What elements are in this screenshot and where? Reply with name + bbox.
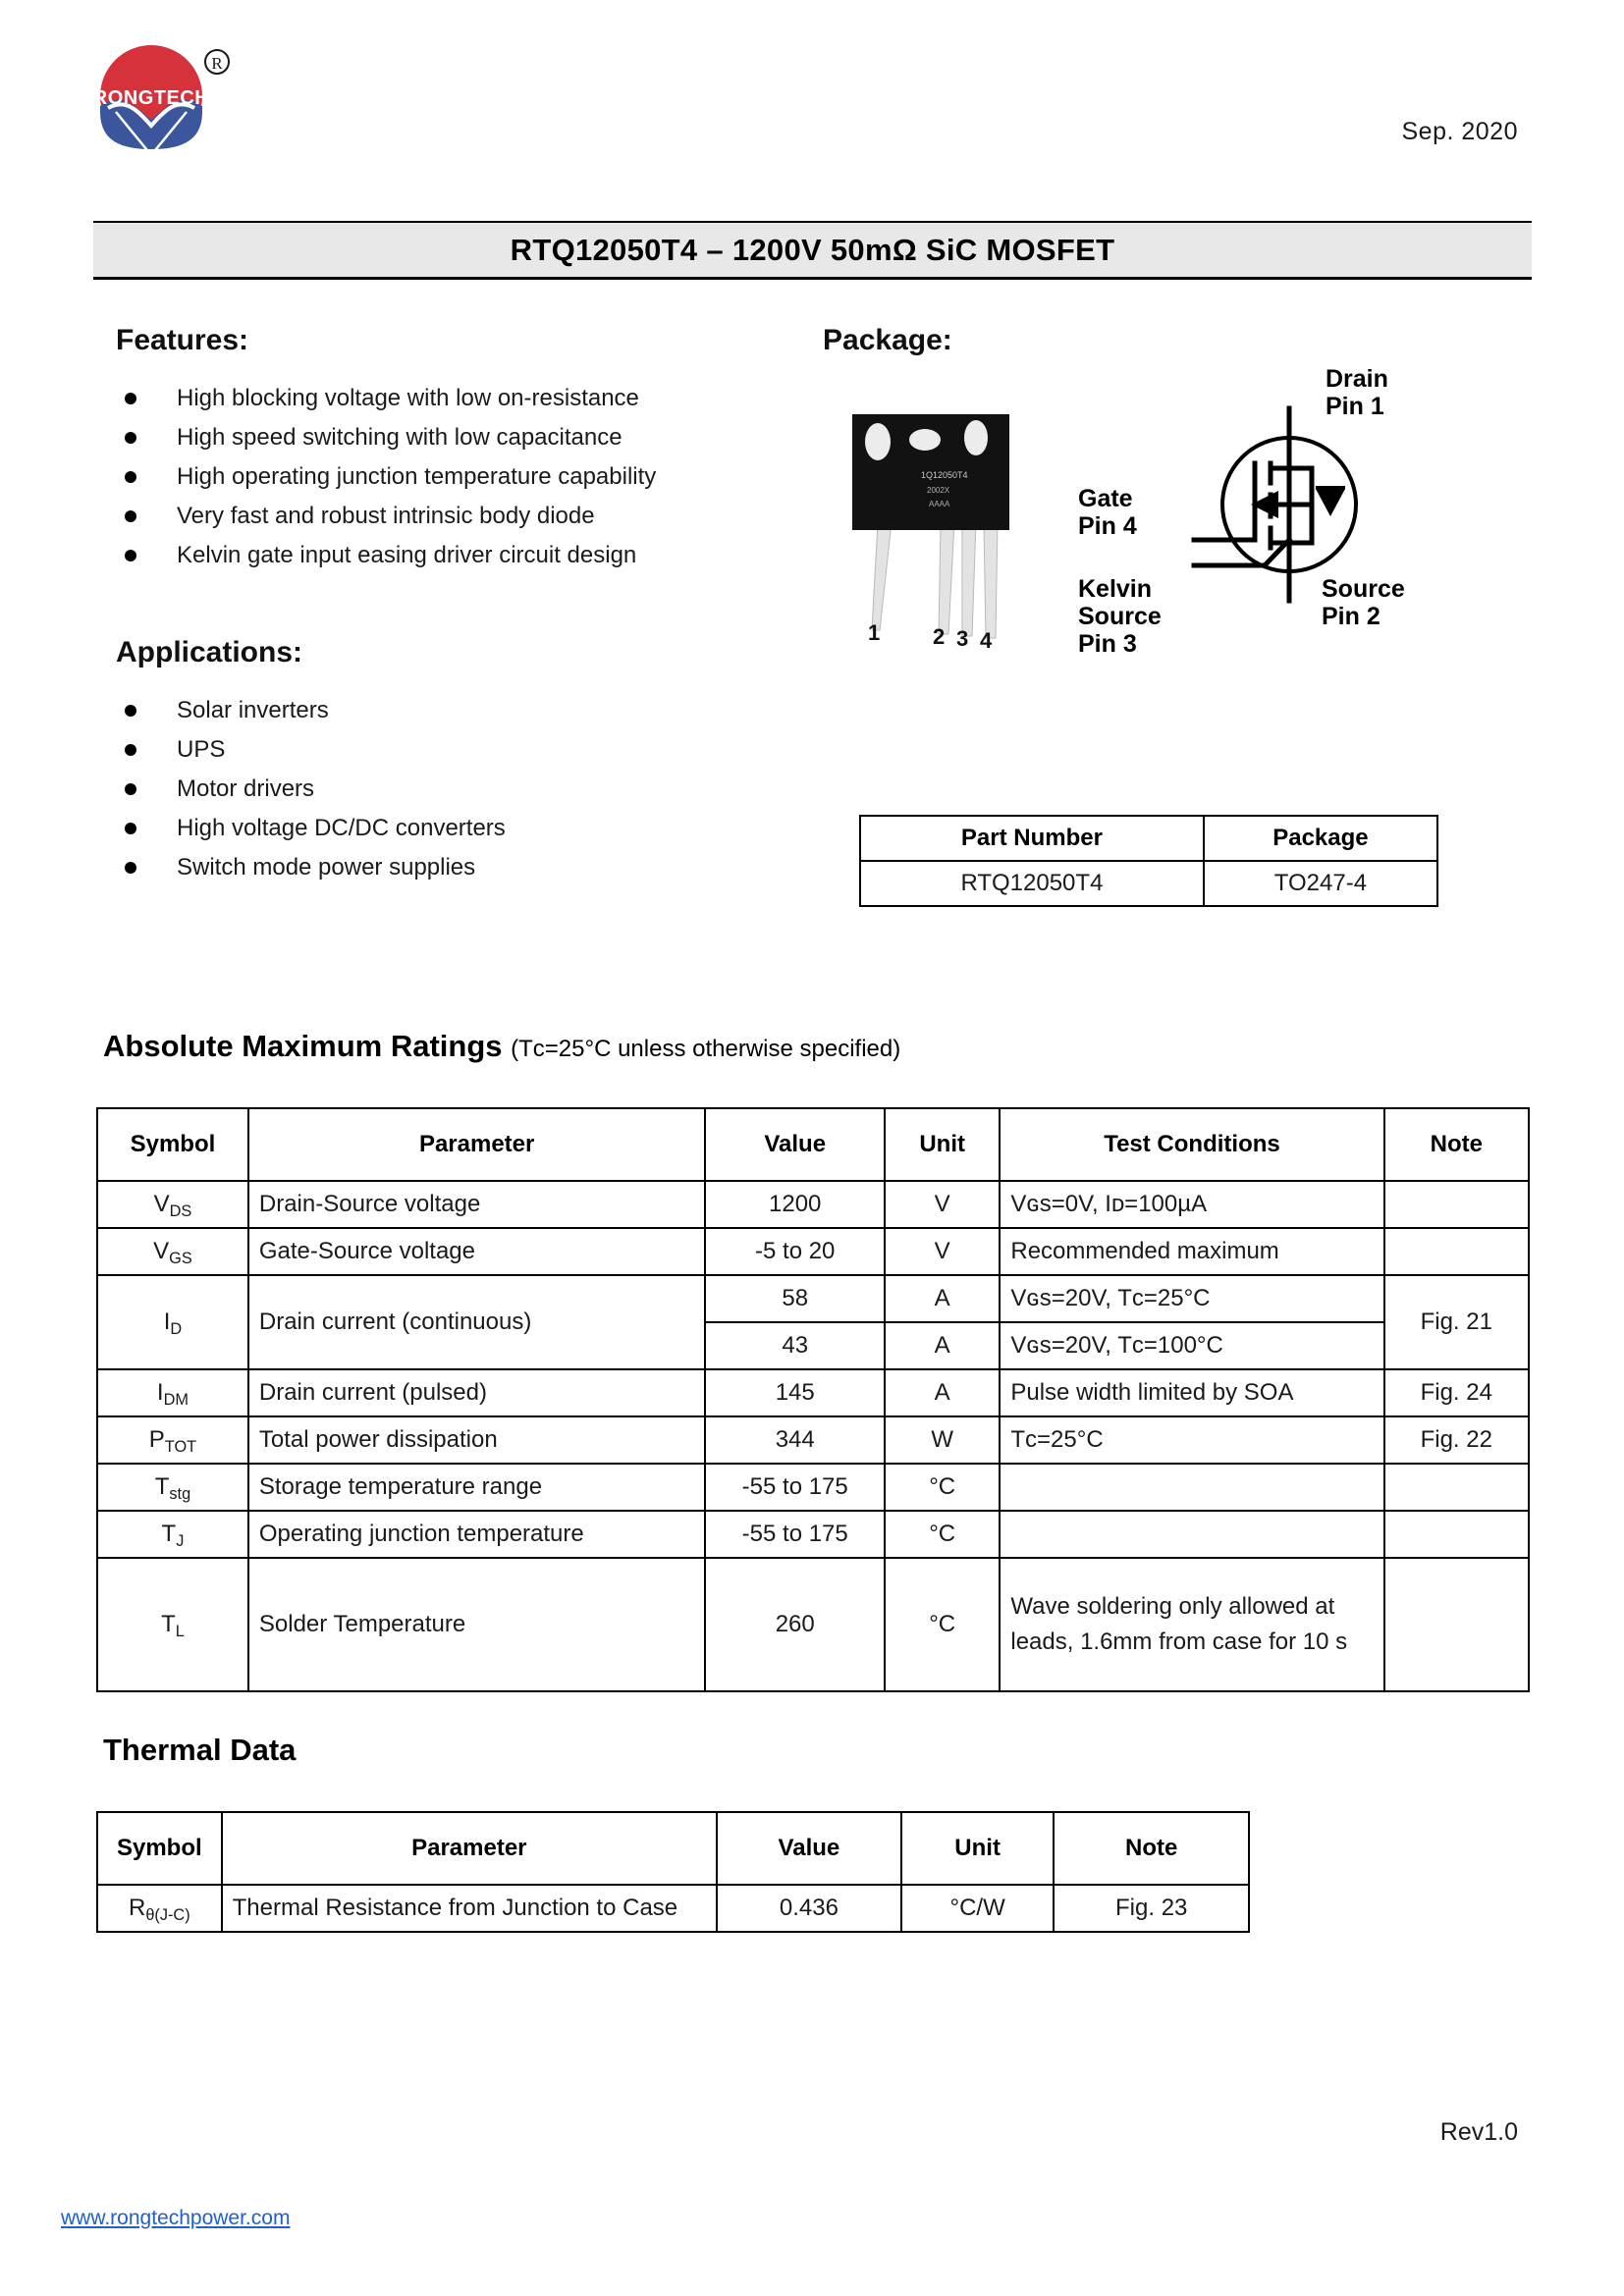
kelvin-label-line1: Kelvin — [1078, 575, 1153, 603]
application-text: High voltage DC/DC converters — [177, 815, 506, 841]
table-row — [97, 1416, 1529, 1464]
cell-symbol: $V_{GS}$ — [97, 1228, 248, 1275]
features-heading: Features: — [116, 324, 249, 356]
device-marking-line3: AAAA — [929, 500, 950, 508]
column-header-test-conditions: Test Conditions — [1000, 1108, 1383, 1181]
column-header-value: Value — [705, 1108, 885, 1181]
features-list — [116, 379, 764, 575]
cell-note: Fig. 24 — [1384, 1369, 1529, 1416]
source-label-line2: Pin 2 — [1322, 603, 1380, 630]
list-item — [116, 691, 764, 730]
package-graphics — [823, 365, 1530, 658]
list-item — [116, 730, 764, 770]
feature-text: Kelvin gate input easing driver circuit design — [177, 542, 637, 568]
revision-label: Rev1.0 — [1439, 2118, 1518, 2146]
feature-text: Very fast and robust intrinsic body diode — [177, 503, 595, 529]
column-header-unit: Unit — [901, 1812, 1055, 1885]
pin-number-4: 4 — [980, 628, 993, 653]
application-text: UPS — [177, 736, 226, 763]
cell-note — [1384, 1558, 1529, 1691]
package-photo — [831, 377, 1056, 662]
device-marking-line2: 2002X — [927, 486, 950, 495]
cell-value: 344 — [705, 1416, 885, 1464]
cell-parameter: Drain-Source voltage — [248, 1181, 706, 1228]
column-header-note: Note — [1384, 1108, 1529, 1181]
cell-symbol: $R_{\theta(J-C)}$ — [97, 1885, 222, 1932]
bullet-icon — [125, 744, 136, 756]
source-label-line1: Source — [1322, 575, 1405, 603]
application-text: Motor drivers — [177, 775, 315, 802]
cell-value: -5 to 20 — [705, 1228, 885, 1275]
cell-test-conditions: Recommended maximum — [1000, 1228, 1383, 1275]
mosfet-schematic — [1068, 357, 1481, 658]
cell-test-conditions: Vɢs=0V, Iᴅ=100µA — [1000, 1181, 1383, 1228]
column-header-parameter: Parameter — [222, 1812, 717, 1885]
cell-unit: V — [885, 1228, 1000, 1275]
page-header — [0, 0, 1624, 162]
bullet-icon — [125, 432, 136, 444]
table-row — [97, 1181, 1529, 1228]
column-header-note: Note — [1054, 1812, 1249, 1885]
list-item — [116, 848, 764, 887]
package-heading: Package: — [823, 324, 952, 356]
cell-note — [1384, 1464, 1529, 1511]
table-header-row — [860, 816, 1437, 861]
device-marking-line1: 1Q12050T4 — [921, 470, 968, 480]
cell-value: 1200 — [705, 1181, 885, 1228]
gate-label-line1: Gate — [1078, 485, 1133, 512]
pin-number-3: 3 — [956, 626, 969, 651]
kelvin-label-line2: Source — [1078, 603, 1162, 630]
page-title: RTQ12050T4 – 1200V 50mΩ SiC MOSFET — [510, 232, 1115, 267]
document-date: Sep. 2020 — [1401, 118, 1518, 145]
cell-parameter: Drain current (pulsed) — [248, 1369, 706, 1416]
cell-symbol: $P_{TOT}$ — [97, 1416, 248, 1464]
bullet-icon — [125, 393, 136, 404]
cell-unit: W — [885, 1416, 1000, 1464]
table-header-row — [97, 1812, 1249, 1885]
cell-note — [1384, 1228, 1529, 1275]
column-header-package: Package — [1204, 816, 1437, 861]
table-row — [97, 1511, 1529, 1558]
cell-note — [1384, 1511, 1529, 1558]
cell-note: Fig. 21 — [1384, 1275, 1529, 1369]
document-title-bar — [93, 221, 1532, 280]
cell-unit: °C — [885, 1511, 1000, 1558]
application-text: Solar inverters — [177, 697, 329, 723]
cell-unit: A — [885, 1275, 1000, 1322]
bullet-icon — [125, 862, 136, 874]
cell-parameter: Thermal Resistance from Junction to Case — [222, 1885, 717, 1932]
cell-value: -55 to 175 — [705, 1464, 885, 1511]
pin-number-2: 2 — [933, 624, 946, 649]
cell-value: 0.436 — [717, 1885, 901, 1932]
list-item — [116, 809, 764, 848]
cell-value: 43 — [705, 1322, 885, 1369]
cell-test-conditions — [1000, 1511, 1383, 1558]
pin-number-1: 1 — [868, 620, 881, 645]
svg-text:R: R — [211, 54, 223, 73]
cell-part-number: RTQ12050T4 — [860, 861, 1204, 906]
cell-test-conditions: Wave soldering only allowed at leads, 1.6mm from case for 10 s — [1000, 1558, 1383, 1691]
bullet-icon — [125, 510, 136, 522]
cell-value: 260 — [705, 1558, 885, 1691]
column-header-symbol: Symbol — [97, 1812, 222, 1885]
cell-note: Fig. 22 — [1384, 1416, 1529, 1464]
right-column — [823, 324, 1530, 658]
list-item — [116, 536, 764, 575]
cell-unit: °C — [885, 1464, 1000, 1511]
cell-value: 58 — [705, 1275, 885, 1322]
cell-parameter: Drain current (continuous) — [248, 1275, 706, 1369]
cell-unit: A — [885, 1369, 1000, 1416]
table-row — [97, 1885, 1249, 1932]
table-row — [97, 1369, 1529, 1416]
table-row — [97, 1558, 1529, 1691]
cell-symbol: $T_{stg}$ — [97, 1464, 248, 1511]
amr-heading-sub: (Tᴄ=25°C unless otherwise specified) — [511, 1036, 901, 1062]
cell-parameter: Operating junction temperature — [248, 1511, 706, 1558]
application-text: Switch mode power supplies — [177, 854, 476, 881]
table-header-row — [97, 1108, 1529, 1181]
applications-block — [116, 636, 764, 887]
cell-unit: V — [885, 1181, 1000, 1228]
thermal-data-heading: Thermal Data — [103, 1733, 297, 1767]
cell-test-conditions: Pulse width limited by SOA — [1000, 1369, 1383, 1416]
registered-trademark-icon — [205, 50, 229, 74]
cell-note — [1384, 1181, 1529, 1228]
website-link[interactable]: www.rongtechpower.com — [61, 2207, 291, 2229]
absolute-max-ratings-heading — [103, 1029, 900, 1064]
cell-value: -55 to 175 — [705, 1511, 885, 1558]
cell-unit: °C/W — [901, 1885, 1055, 1932]
cell-package: TO247-4 — [1204, 861, 1437, 906]
feature-text: High speed switching with low capacitance — [177, 424, 623, 451]
table-row — [860, 861, 1437, 906]
kelvin-label-line3: Pin 3 — [1078, 630, 1137, 658]
bullet-icon — [125, 471, 136, 483]
cell-parameter: Total power dissipation — [248, 1416, 706, 1464]
feature-text: High blocking voltage with low on-resistance — [177, 385, 639, 411]
table-row — [97, 1228, 1529, 1275]
cell-parameter: Gate-Source voltage — [248, 1228, 706, 1275]
cell-symbol: $I_D$ — [97, 1275, 248, 1369]
list-item — [116, 418, 764, 457]
gate-label-line2: Pin 4 — [1078, 512, 1137, 540]
cell-test-conditions: Vɢs=20V, Tᴄ=100°C — [1000, 1322, 1383, 1369]
cell-unit: °C — [885, 1558, 1000, 1691]
cell-note: Fig. 23 — [1054, 1885, 1249, 1932]
cell-symbol: $I_{DM}$ — [97, 1369, 248, 1416]
cell-parameter: Solder Temperature — [248, 1558, 706, 1691]
table-row — [97, 1464, 1529, 1511]
drain-label-line1: Drain — [1326, 365, 1388, 393]
feature-text: High operating junction temperature capability — [177, 463, 657, 490]
left-column — [116, 324, 764, 887]
list-item — [116, 497, 764, 536]
bullet-icon — [125, 550, 136, 561]
bullet-icon — [125, 823, 136, 834]
thermal-data-table — [96, 1811, 1250, 1933]
cell-value: 145 — [705, 1369, 885, 1416]
column-header-value: Value — [717, 1812, 901, 1885]
cell-symbol: $T_L$ — [97, 1558, 248, 1691]
list-item — [116, 770, 764, 809]
table-row — [97, 1275, 1529, 1322]
cell-unit: A — [885, 1322, 1000, 1369]
column-header-symbol: Symbol — [97, 1108, 248, 1181]
bullet-icon — [125, 705, 136, 717]
column-header-parameter: Parameter — [248, 1108, 706, 1181]
logo-icon — [86, 35, 253, 158]
bullet-icon — [125, 783, 136, 795]
svg-text:RONGTECH: RONGTECH — [92, 87, 210, 109]
cell-parameter: Storage temperature range — [248, 1464, 706, 1511]
cell-test-conditions: Tᴄ=25°C — [1000, 1416, 1383, 1464]
cell-test-conditions: Vɢs=20V, Tᴄ=25°C — [1000, 1275, 1383, 1322]
body-diode-icon — [1316, 489, 1345, 516]
column-header-unit: Unit — [885, 1108, 1000, 1181]
cell-symbol: $V_{DS}$ — [97, 1181, 248, 1228]
list-item — [116, 457, 764, 497]
amr-heading-main: Absolute Maximum Ratings — [103, 1029, 503, 1063]
applications-heading: Applications: — [116, 636, 303, 668]
drain-label-line2: Pin 1 — [1326, 393, 1384, 420]
absolute-max-ratings-table — [96, 1107, 1530, 1692]
applications-list — [116, 691, 764, 887]
rongtech-logo — [86, 35, 253, 158]
cell-test-conditions — [1000, 1464, 1383, 1511]
cell-symbol: $T_J$ — [97, 1511, 248, 1558]
list-item — [116, 379, 764, 418]
column-header-part-number: Part Number — [860, 816, 1204, 861]
part-number-table — [859, 815, 1438, 907]
